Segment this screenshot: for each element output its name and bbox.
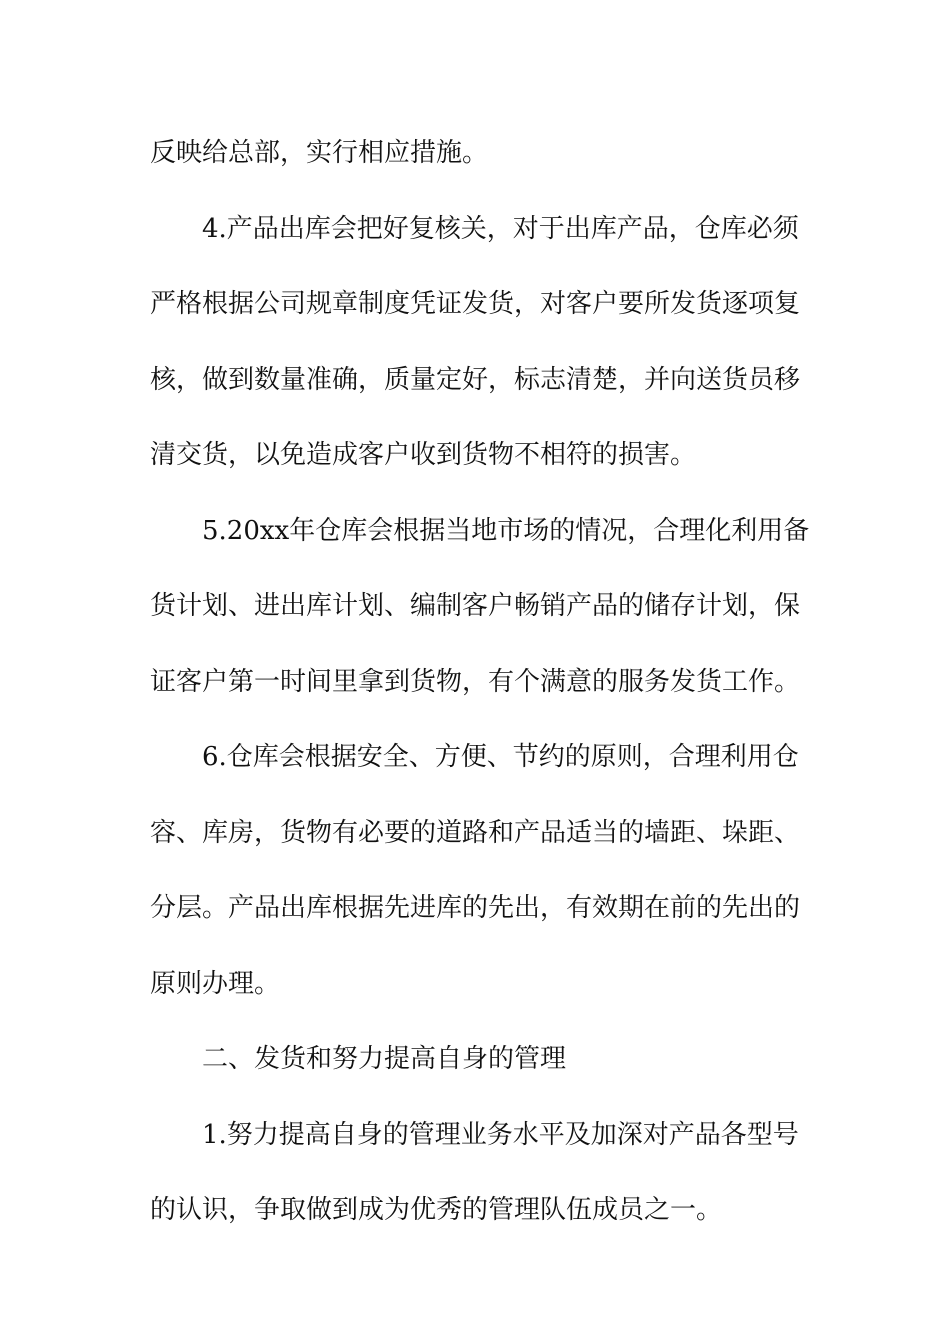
paragraph-item-6 (150, 720, 802, 1022)
paragraph-continuation (150, 116, 802, 192)
paragraph-item-2-1 (150, 1098, 802, 1249)
text-line: 4.产品出库会把好复核关，对于出库产品，仓库必须 (202, 213, 799, 244)
text-line: 5.20xx年仓库会根据当地市场的情况，合理化利用备 (202, 515, 810, 546)
text-line: 1.努力提高自身的管理业务水平及加深对产品各型号 (202, 1119, 799, 1150)
text-line: 证客户第一时间里拿到货物，有个满意的服务发货工作。 (150, 666, 801, 697)
heading-line: 二、发货和努力提高自身的管理 (202, 1044, 567, 1074)
document-body (150, 116, 810, 1249)
paragraph-item-4 (150, 192, 802, 494)
text-line: 反映给总部，实行相应措施。 (150, 138, 489, 168)
text-line: 核，做到数量准确，质量定好，标志清楚，并向送货员移 (150, 364, 801, 395)
text-line: 货计划、进出库计划、编制客户畅销产品的储存计划，保 (150, 591, 801, 621)
text-line: 原则办理。 (150, 968, 281, 999)
text-line: 分层。产品出库根据先进库的先出，有效期在前的先出的 (150, 893, 801, 923)
section-heading (150, 1022, 802, 1098)
text-line: 6.仓库会根据安全、方便、节约的原则，合理利用仓 (202, 742, 799, 772)
text-line: 清交货，以免造成客户收到货物不相符的损害。 (150, 440, 697, 470)
paragraph-item-5 (150, 494, 810, 721)
text-line: 的认识，争取做到成为优秀的管理队伍成员之一。 (150, 1195, 723, 1225)
text-line: 容、库房，货物有必要的道路和产品适当的墙距、垛距、 (150, 817, 801, 848)
text-line: 严格根据公司规章制度凭证发货，对客户要所发货逐项复 (150, 289, 801, 319)
